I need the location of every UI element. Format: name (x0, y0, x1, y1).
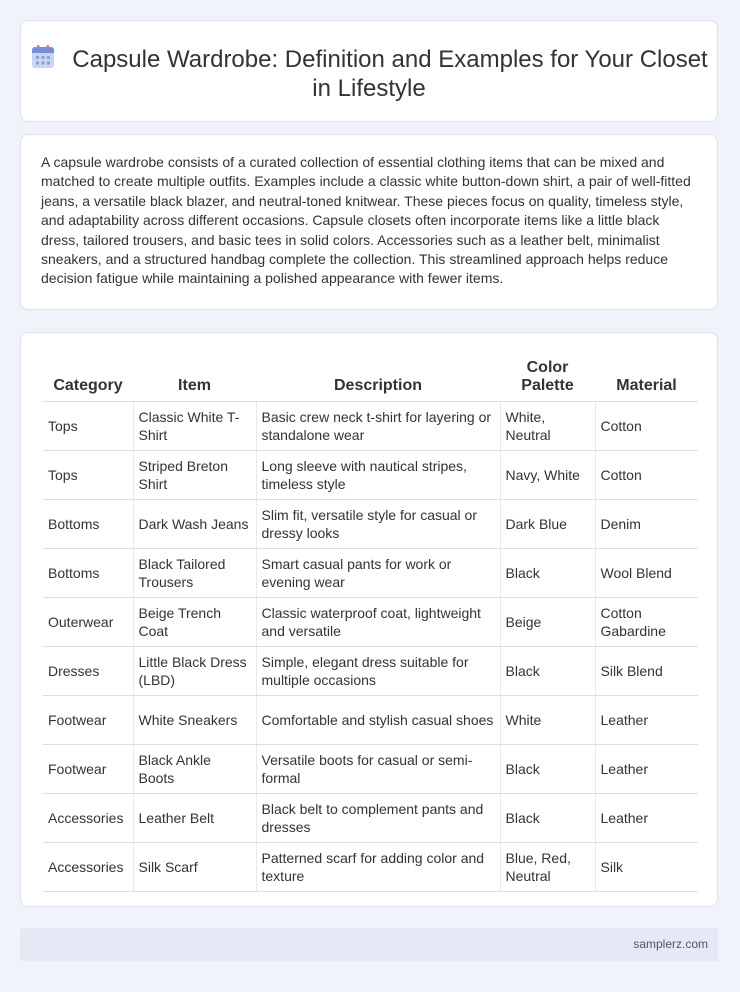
cell-item: Striped Breton Shirt (133, 451, 256, 500)
table-header-row (43, 353, 698, 402)
header-description: Description (256, 353, 500, 402)
cell-category: Accessories (43, 843, 133, 892)
header-item: Item (133, 353, 256, 402)
header-card (20, 20, 718, 122)
page-title-wrap (21, 44, 717, 103)
cell-material: Cotton (595, 402, 698, 451)
cell-item: Black Ankle Boots (133, 745, 256, 794)
cell-item: Black Tailored Trousers (133, 549, 256, 598)
table-row (43, 549, 698, 598)
cell-description: Smart casual pants for work or evening wear (256, 549, 500, 598)
table-row (43, 647, 698, 696)
cell-item: White Sneakers (133, 696, 256, 745)
cell-description: Simple, elegant dress suitable for multiple occasions (256, 647, 500, 696)
cell-item: Silk Scarf (133, 843, 256, 892)
cell-color-palette: Dark Blue (500, 500, 595, 549)
cell-color-palette: Black (500, 549, 595, 598)
calendar-icon (30, 44, 56, 70)
footer-bar (20, 928, 718, 961)
cell-material: Leather (595, 696, 698, 745)
header-category: Category (43, 353, 133, 402)
cell-material: Silk Blend (595, 647, 698, 696)
cell-color-palette: Navy, White (500, 451, 595, 500)
cell-color-palette: Beige (500, 598, 595, 647)
table-row (43, 745, 698, 794)
table-row (43, 500, 698, 549)
cell-category: Bottoms (43, 549, 133, 598)
cell-color-palette: Blue, Red, Neutral (500, 843, 595, 892)
cell-category: Footwear (43, 696, 133, 745)
cell-item: Classic White T-Shirt (133, 402, 256, 451)
cell-category: Footwear (43, 745, 133, 794)
cell-category: Bottoms (43, 500, 133, 549)
wardrobe-table (43, 353, 698, 892)
cell-description: Patterned scarf for adding color and texture (256, 843, 500, 892)
cell-category: Tops (43, 402, 133, 451)
cell-material: Cotton (595, 451, 698, 500)
footer-site[interactable]: samplerz.com (633, 937, 708, 951)
intro-text: A capsule wardrobe consists of a curated collection of essential clothing items that can be mixed and matched to create multiple outfits. Examples include a classic white button-down shirt, a pair of well-fitted jeans, a versatile black blazer, and neutral-toned knitwear. These pieces focus on quality, timeless style, and adaptability across different occasions. Capsule closets often incorporate items like a little black dress, tailored trousers, and basic tees in solid colors. Accessories such as a leather belt, minimalist sneakers, and a structured handbag complete the collection. This streamlined approach helps reduce decision fatigue while maintaining a polished appearance with fewer items. (41, 154, 691, 287)
cell-category: Tops (43, 451, 133, 500)
table-card (20, 332, 718, 907)
header-color-palette: Color Palette (500, 353, 595, 402)
table-row (43, 402, 698, 451)
cell-category: Dresses (43, 647, 133, 696)
cell-description: Long sleeve with nautical stripes, timeless style (256, 451, 500, 500)
table-row (43, 696, 698, 745)
cell-category: Outerwear (43, 598, 133, 647)
cell-description: Basic crew neck t-shirt for layering or standalone wear (256, 402, 500, 451)
cell-description: Classic waterproof coat, lightweight and versatile (256, 598, 500, 647)
cell-category: Accessories (43, 794, 133, 843)
table-row (43, 598, 698, 647)
cell-color-palette: Black (500, 647, 595, 696)
cell-material: Silk (595, 843, 698, 892)
cell-material: Cotton Gabardine (595, 598, 698, 647)
cell-material: Denim (595, 500, 698, 549)
cell-description: Slim fit, versatile style for casual or dressy looks (256, 500, 500, 549)
cell-item: Beige Trench Coat (133, 598, 256, 647)
table-row (43, 794, 698, 843)
cell-color-palette: Black (500, 794, 595, 843)
cell-description: Versatile boots for casual or semi-formal (256, 745, 500, 794)
cell-material: Leather (595, 794, 698, 843)
table-row (43, 843, 698, 892)
cell-description: Comfortable and stylish casual shoes (256, 696, 500, 745)
cell-color-palette: Black (500, 745, 595, 794)
header-material: Material (595, 353, 698, 402)
cell-item: Little Black Dress (LBD) (133, 647, 256, 696)
cell-material: Wool Blend (595, 549, 698, 598)
page-title: Capsule Wardrobe: Definition and Examples for Your Closet in Lifestyle (72, 46, 708, 102)
cell-color-palette: White (500, 696, 595, 745)
cell-item: Dark Wash Jeans (133, 500, 256, 549)
table-row (43, 451, 698, 500)
cell-material: Leather (595, 745, 698, 794)
cell-item: Leather Belt (133, 794, 256, 843)
cell-description: Black belt to complement pants and dresses (256, 794, 500, 843)
intro-card (20, 134, 718, 310)
cell-color-palette: White, Neutral (500, 402, 595, 451)
